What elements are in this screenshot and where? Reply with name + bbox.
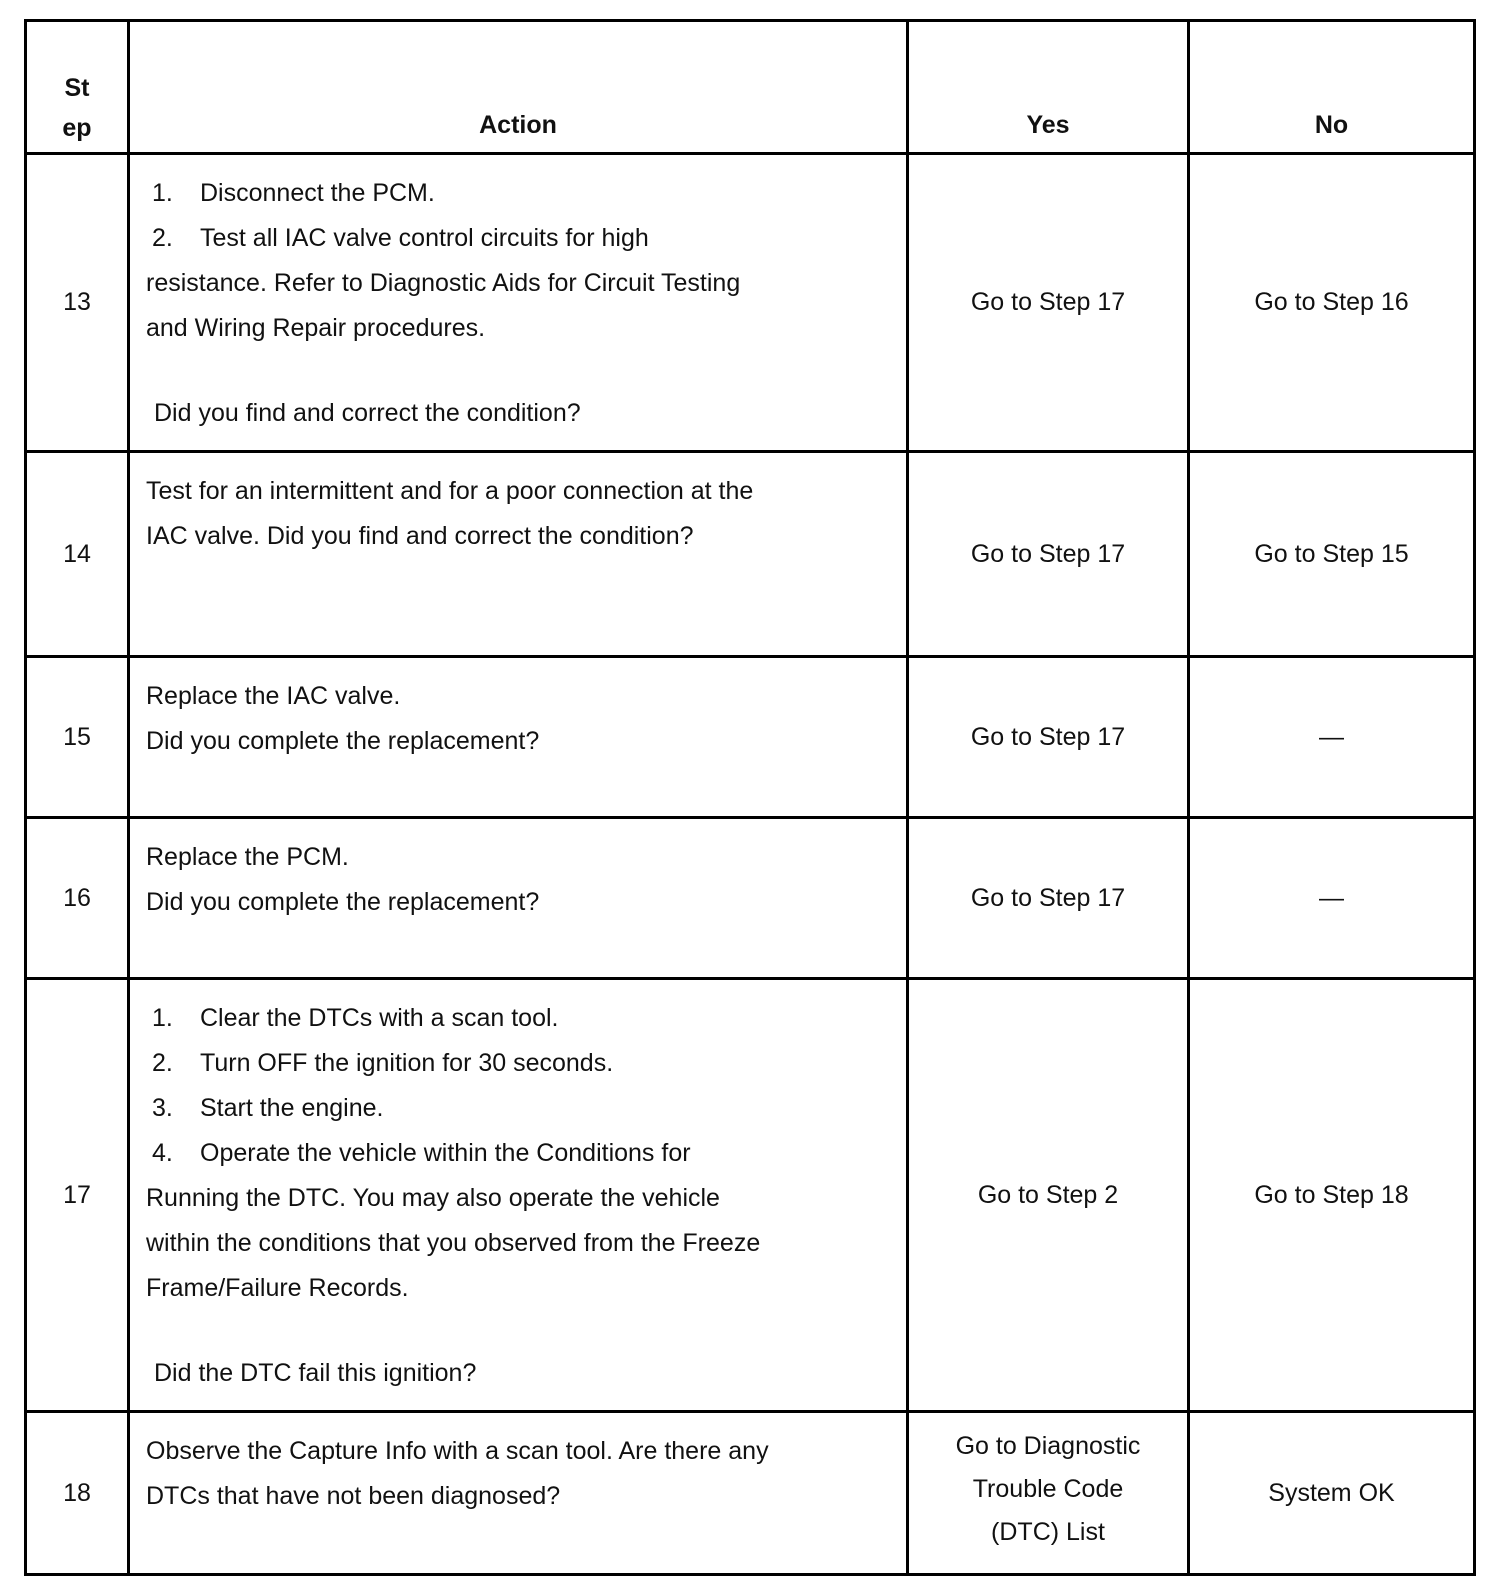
header-step — [26, 21, 129, 154]
no-result: — — [1189, 818, 1475, 979]
table-row — [26, 154, 1475, 452]
step-number: 14 — [26, 452, 129, 657]
step-number: 17 — [26, 979, 129, 1412]
step-number: 18 — [26, 1412, 129, 1575]
action-cell — [129, 818, 908, 979]
step-number: 13 — [26, 154, 129, 452]
yes-result: Go to Step 2 — [908, 979, 1189, 1412]
yes-result: Go to Step 17 — [908, 154, 1189, 452]
action-cell — [129, 452, 908, 657]
action-cell — [129, 979, 908, 1412]
header-yes: Yes — [908, 21, 1189, 154]
header-step-line2: ep — [62, 114, 92, 142]
action-cell — [129, 154, 908, 452]
action-text: Test for an intermittent and for a poor connection at the — [146, 477, 754, 505]
header-no: No — [1189, 21, 1475, 154]
list-item: 1. Disconnect the PCM. — [152, 179, 435, 207]
action-text: Did you complete the replacement? — [146, 727, 540, 755]
action-text: and Wiring Repair procedures. — [146, 314, 486, 342]
action-text: Observe the Capture Info with a scan tool. Are there any — [146, 1437, 769, 1465]
table-row — [26, 979, 1475, 1412]
action-text: DTCs that have not been diagnosed? — [146, 1482, 561, 1510]
no-result: Go to Step 16 — [1189, 154, 1475, 452]
yes-result: Go to Step 17 — [908, 657, 1189, 818]
action-cell — [129, 657, 908, 818]
action-text: Replace the IAC valve. — [146, 682, 401, 710]
yes-result: Go to Step 17 — [908, 818, 1189, 979]
action-text: resistance. Refer to Diagnostic Aids for Circuit Testing — [146, 269, 741, 297]
no-result: System OK — [1189, 1412, 1475, 1575]
action-text: Running the DTC. You may also operate the vehicle — [146, 1184, 720, 1212]
action-cell — [129, 1412, 908, 1575]
list-item: 2. Test all IAC valve control circuits for high — [152, 224, 649, 252]
no-result: Go to Step 18 — [1189, 979, 1475, 1412]
action-question: Did you find and correct the condition? — [154, 399, 581, 427]
table-row — [26, 1412, 1475, 1575]
header-step-line1: St — [64, 74, 90, 102]
action-text: Replace the PCM. — [146, 843, 349, 871]
list-item: 2. Turn OFF the ignition for 30 seconds. — [152, 1049, 614, 1077]
table-row — [26, 452, 1475, 657]
action-text: within the conditions that you observed from the Freeze — [146, 1229, 761, 1257]
action-question: Did the DTC fail this ignition? — [154, 1359, 477, 1387]
yes-result: Go to Step 17 — [908, 452, 1189, 657]
step-number: 15 — [26, 657, 129, 818]
table-row — [26, 657, 1475, 818]
list-item: 3. Start the engine. — [152, 1094, 384, 1122]
list-item: 1. Clear the DTCs with a scan tool. — [152, 1004, 559, 1032]
yes-result: Go to Diagnostic Trouble Code (DTC) List — [908, 1412, 1189, 1575]
step-number: 16 — [26, 818, 129, 979]
action-text: Frame/Failure Records. — [146, 1274, 409, 1302]
list-item: 4. Operate the vehicle within the Conditions for — [152, 1139, 691, 1167]
table-row — [26, 818, 1475, 979]
action-text: Did you complete the replacement? — [146, 888, 540, 916]
diagnostic-step-table — [24, 19, 1476, 1576]
no-result: — — [1189, 657, 1475, 818]
header-row — [26, 21, 1475, 154]
no-result: Go to Step 15 — [1189, 452, 1475, 657]
action-text: IAC valve. Did you find and correct the condition? — [146, 522, 694, 550]
header-action: Action — [129, 21, 908, 154]
